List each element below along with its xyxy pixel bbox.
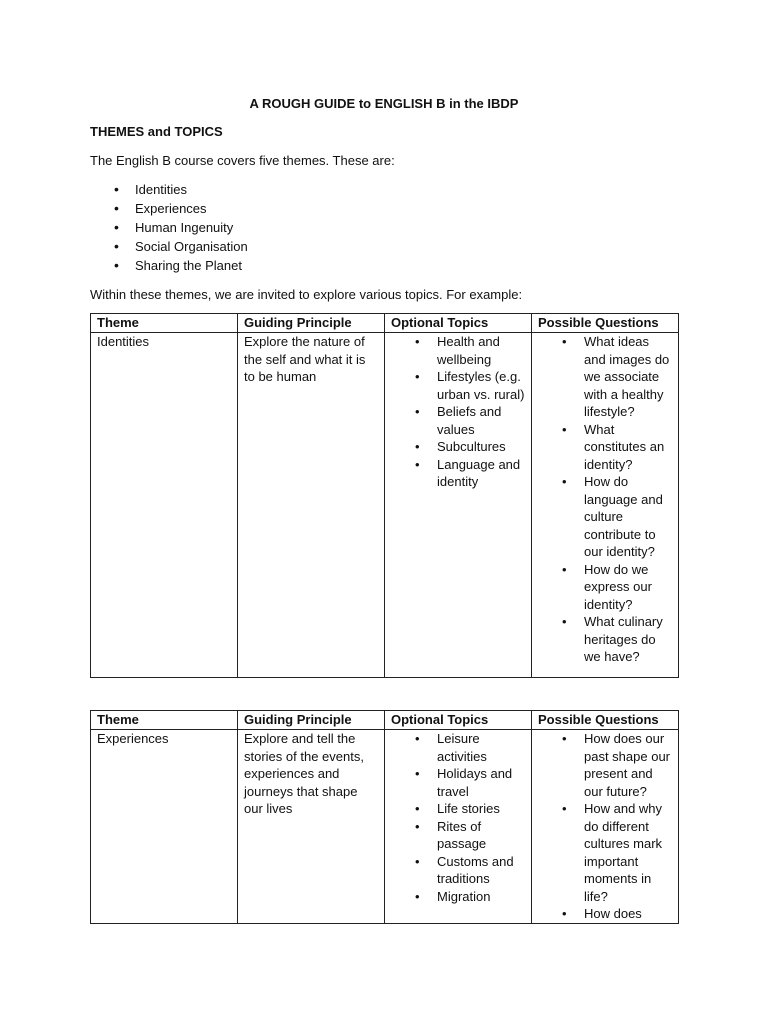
possible-questions-list bbox=[538, 333, 672, 666]
table-header-row bbox=[91, 314, 679, 333]
list-item: • Leisure activities bbox=[391, 730, 525, 765]
optional-topics-list bbox=[391, 333, 525, 491]
theme-list-item: • Social Organisation bbox=[90, 237, 248, 256]
list-item: • Life stories bbox=[391, 800, 525, 818]
optional-topics-cell bbox=[385, 730, 532, 924]
list-item: • How does our past shape our present and our future? bbox=[538, 730, 672, 800]
list-item: • How do we express our identity? bbox=[538, 561, 672, 614]
theme-list-item: • Sharing the Planet bbox=[90, 256, 248, 275]
theme-list-item: • Human Ingenuity bbox=[90, 218, 248, 237]
list-item: • Migration bbox=[391, 888, 525, 906]
document-title: A ROUGH GUIDE to ENGLISH B in the IBDP bbox=[249, 96, 519, 111]
possible-questions-cell bbox=[532, 333, 679, 678]
list-item: • What constitutes an identity? bbox=[538, 421, 672, 474]
header-optional-topics: Optional Topics bbox=[385, 314, 532, 333]
identities-table bbox=[90, 313, 679, 678]
theme-cell: Identities bbox=[91, 333, 238, 678]
theme-list-item: • Experiences bbox=[90, 199, 248, 218]
list-item: • How do language and culture contribute to our identity? bbox=[538, 473, 672, 561]
header-guiding-principle: Guiding Principle bbox=[238, 711, 385, 730]
list-item: • How does bbox=[538, 905, 672, 923]
header-possible-questions: Possible Questions bbox=[532, 711, 679, 730]
experiences-table bbox=[90, 710, 679, 924]
list-item: • How and why do different cultures mark important moments in life? bbox=[538, 800, 672, 905]
list-item: • What culinary heritages do we have? bbox=[538, 613, 672, 666]
topics-intro-paragraph: Within these themes, we are invited to explore various topics. For example: bbox=[90, 287, 523, 302]
list-item: • Language and identity bbox=[391, 456, 525, 491]
table-row bbox=[91, 333, 679, 678]
header-optional-topics: Optional Topics bbox=[385, 711, 532, 730]
guiding-principle-cell: Explore the nature of the self and what it is to be human bbox=[238, 333, 385, 678]
theme-cell: Experiences bbox=[91, 730, 238, 924]
table-row bbox=[91, 730, 679, 924]
list-item: • Health and wellbeing bbox=[391, 333, 525, 368]
table-header-row bbox=[91, 711, 679, 730]
header-theme: Theme bbox=[91, 314, 238, 333]
theme-list-item: • Identities bbox=[90, 180, 248, 199]
list-item: • Lifestyles (e.g. urban vs. rural) bbox=[391, 368, 525, 403]
possible-questions-cell bbox=[532, 730, 679, 924]
list-item: • Beliefs and values bbox=[391, 403, 525, 438]
list-item: • Customs and traditions bbox=[391, 853, 525, 888]
list-item: • What ideas and images do we associate with a healthy lifestyle? bbox=[538, 333, 672, 421]
optional-topics-list bbox=[391, 730, 525, 905]
header-possible-questions: Possible Questions bbox=[532, 314, 679, 333]
intro-paragraph: The English B course covers five themes. These are: bbox=[90, 153, 395, 168]
list-item: • Subcultures bbox=[391, 438, 525, 456]
list-item: • Holidays and travel bbox=[391, 765, 525, 800]
header-theme: Theme bbox=[91, 711, 238, 730]
possible-questions-list bbox=[538, 730, 672, 923]
themes-list bbox=[90, 180, 248, 275]
guiding-principle-cell: Explore and tell the stories of the events, experiences and journeys that shape our lives bbox=[238, 730, 385, 924]
optional-topics-cell bbox=[385, 333, 532, 678]
list-item: • Rites of passage bbox=[391, 818, 525, 853]
section-heading: THEMES and TOPICS bbox=[90, 124, 223, 139]
header-guiding-principle: Guiding Principle bbox=[238, 314, 385, 333]
